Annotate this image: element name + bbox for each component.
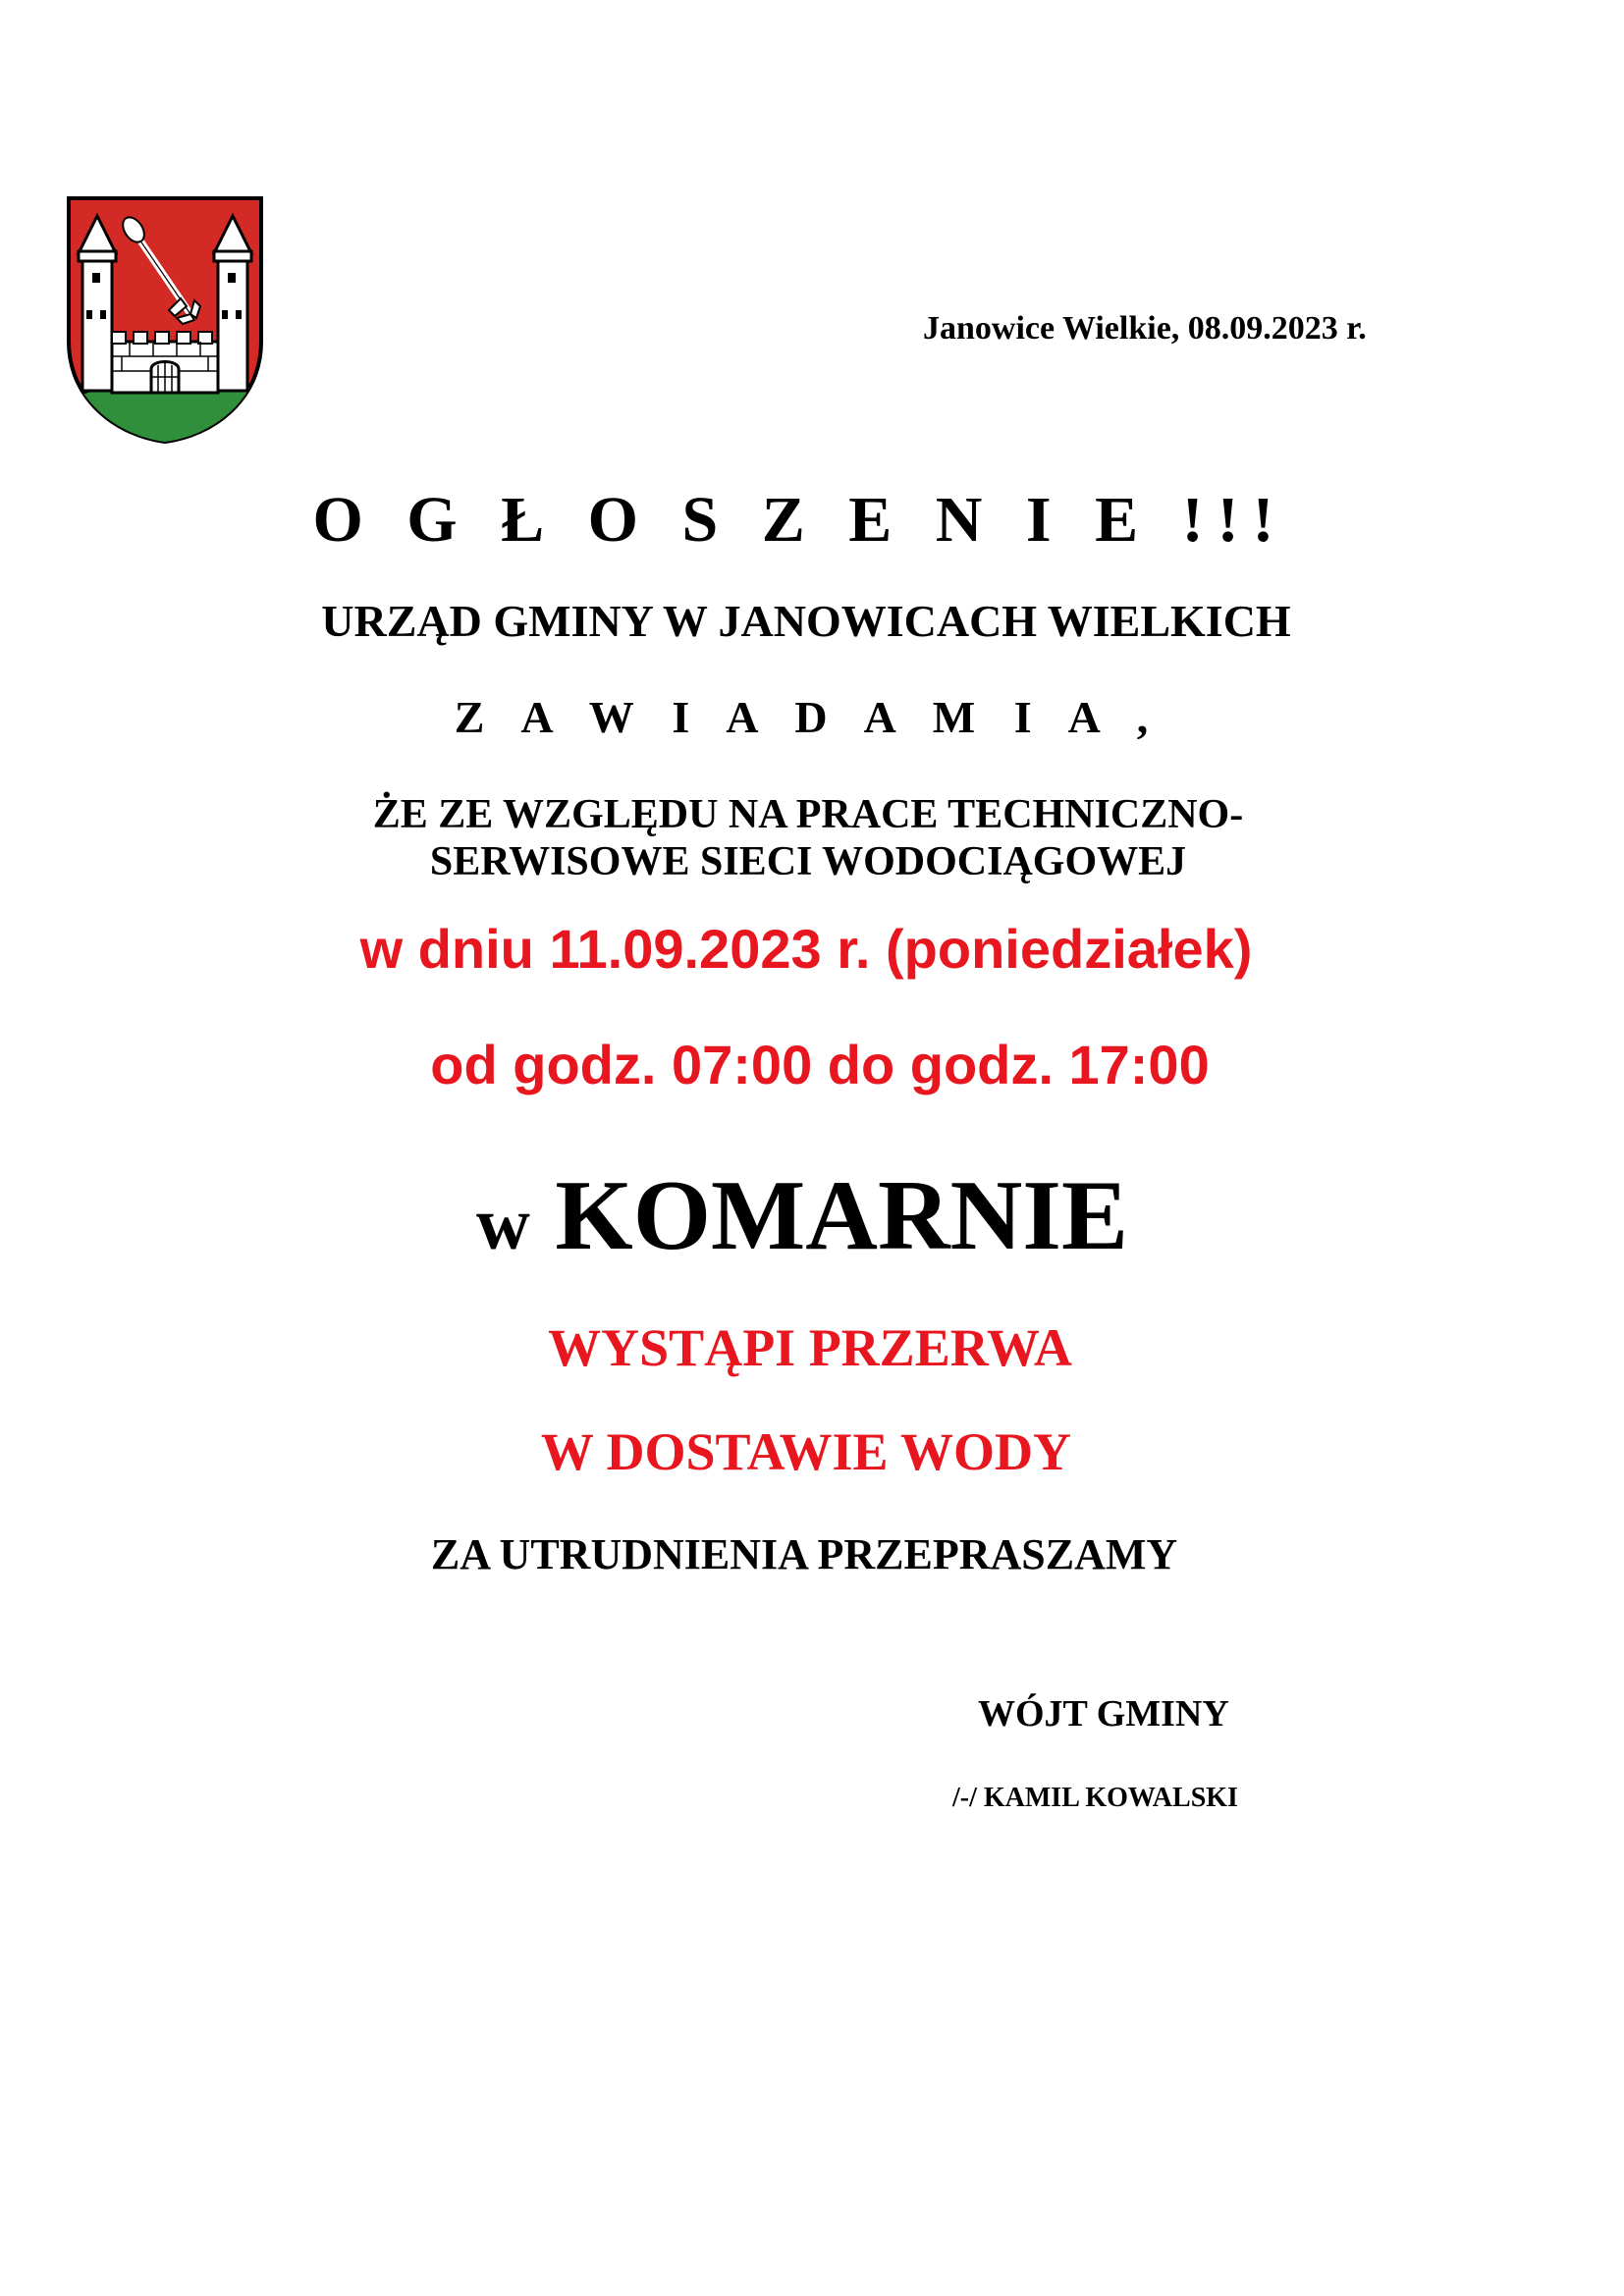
place-and-date: Janowice Wielkie, 08.09.2023 r. <box>923 310 1367 347</box>
interruption-line-1: WYSTĄPI PRZERWA <box>548 1318 1072 1377</box>
notifies-heading: Z A W I A D A M I A , <box>454 692 1163 742</box>
location-name: KOMARNIE <box>555 1160 1129 1271</box>
signature-name: /-/ KAMIL KOWALSKI <box>952 1783 1238 1813</box>
signature-title: WÓJT GMINY <box>978 1693 1229 1735</box>
interruption-line-2: W DOSTAWIE WODY <box>540 1422 1072 1481</box>
reason-line-2: SERWISOWE SIECI WODOCIĄGOWEJ <box>429 839 1187 884</box>
notice-title: O G Ł O S Z E N I E !!! <box>312 484 1288 556</box>
outage-date: w dniu 11.09.2023 r. (poniedziałek) <box>359 918 1253 980</box>
outage-time: od godz. 07:00 do godz. 17:00 <box>430 1034 1210 1095</box>
apology-text: ZA UTRUDNIENIA PRZEPRASZAMY <box>430 1530 1178 1578</box>
office-name: URZĄD GMINY W JANOWICACH WIELKICH <box>321 596 1291 646</box>
coat-of-arms-icon <box>65 194 265 446</box>
outage-location <box>0 1158 1614 1273</box>
location-prefix: w <box>475 1183 530 1265</box>
reason-text <box>0 791 1620 885</box>
reason-line-1: ŻE ZE WZGLĘDU NA PRACE TECHNICZNO- <box>372 792 1244 837</box>
